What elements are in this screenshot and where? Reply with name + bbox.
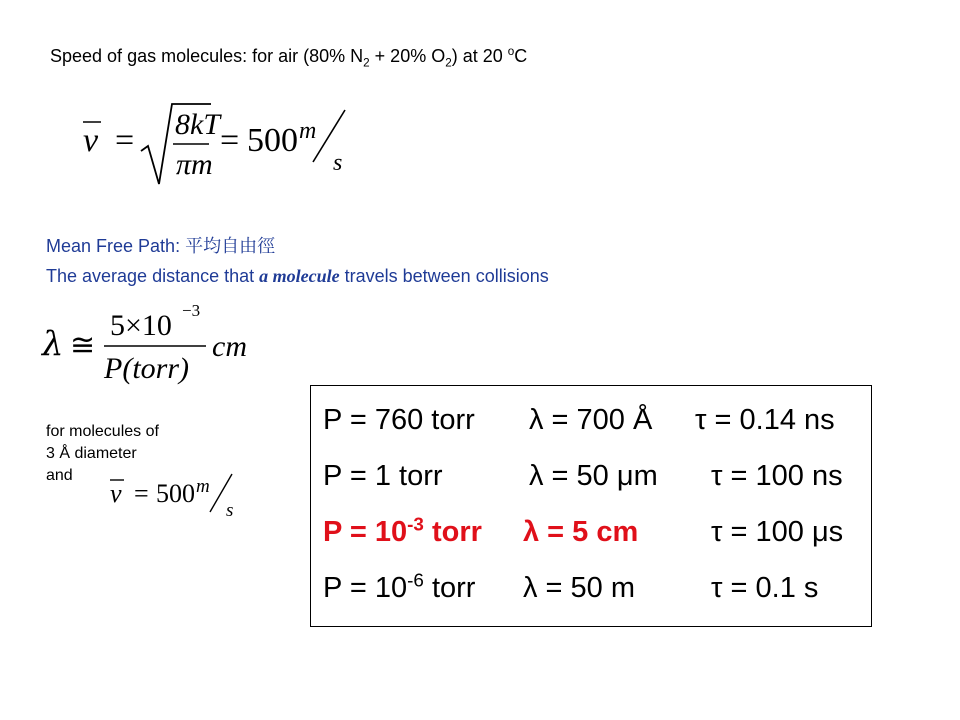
speed-value: 500 (247, 122, 298, 159)
sqrt-denominator: πm (176, 148, 213, 181)
pressure-cell: P = 1 torr (323, 460, 443, 492)
tau-cell: τ = 100 ns (711, 460, 843, 492)
equals-sign-2: = (220, 122, 240, 159)
sqrt-numerator: 8kT (175, 108, 220, 141)
lambda-cell: λ = 50 m (523, 572, 636, 604)
mean-free-path-title: Mean Free Path: 平均自由徑 (46, 236, 276, 256)
tau-cell: τ = 0.1 s (711, 572, 819, 604)
lambda-symbol: λ (42, 324, 64, 364)
pressure-table (310, 385, 872, 627)
lambda-numerator: 5×10 (110, 309, 172, 342)
note-speed-equation-svg (104, 468, 264, 520)
note-equals: = (134, 479, 149, 508)
note-line-1: for molecules of (46, 423, 159, 440)
vbar-symbol: v (83, 122, 99, 159)
tau-cell: τ = 0.14 ns (695, 404, 835, 436)
lambda-equation-svg (40, 300, 270, 390)
equals-sign: = (115, 122, 135, 159)
lambda-cell: λ = 700 Å (529, 404, 653, 436)
note-speed-equation (104, 468, 264, 520)
pressure-cell: $P = 10^{-3}$ torr (323, 513, 482, 548)
note-line-2: 3 Å diameter (46, 445, 137, 462)
speed-equation-svg (75, 96, 365, 188)
unit-bottom: s (333, 150, 343, 176)
lambda-cell: λ = 50 μm (529, 460, 658, 492)
lambda-denominator: P(torr) (104, 352, 189, 385)
lambda-numerator-exp: −3 (182, 301, 201, 320)
lambda-cell: λ = 5 cm (523, 516, 639, 548)
unit-top: m (299, 118, 317, 144)
lambda-equation (40, 300, 270, 390)
approx-sign: ≅ (70, 328, 96, 363)
lambda-unit: cm (212, 330, 247, 363)
header-title: Speed of gas molecules: for air (80% $N_2 + 20\%$ $O_2$) at 20 $^o$C (50, 45, 528, 70)
tau-cell: τ = 100 μs (711, 516, 844, 548)
mean-free-path-description: The average distance that a molecule travels between collisions (46, 266, 549, 286)
note-unit-top: m (196, 476, 210, 497)
note-line-3: and (46, 467, 73, 484)
pressure-cell: $P = 10^{-6}$ torr (323, 569, 476, 604)
note-unit-bottom: s (226, 500, 234, 520)
note-value: 500 (156, 479, 195, 508)
note-vbar: v (110, 479, 122, 508)
pressure-cell: P = 760 torr (323, 404, 475, 436)
speed-equation (75, 96, 365, 188)
